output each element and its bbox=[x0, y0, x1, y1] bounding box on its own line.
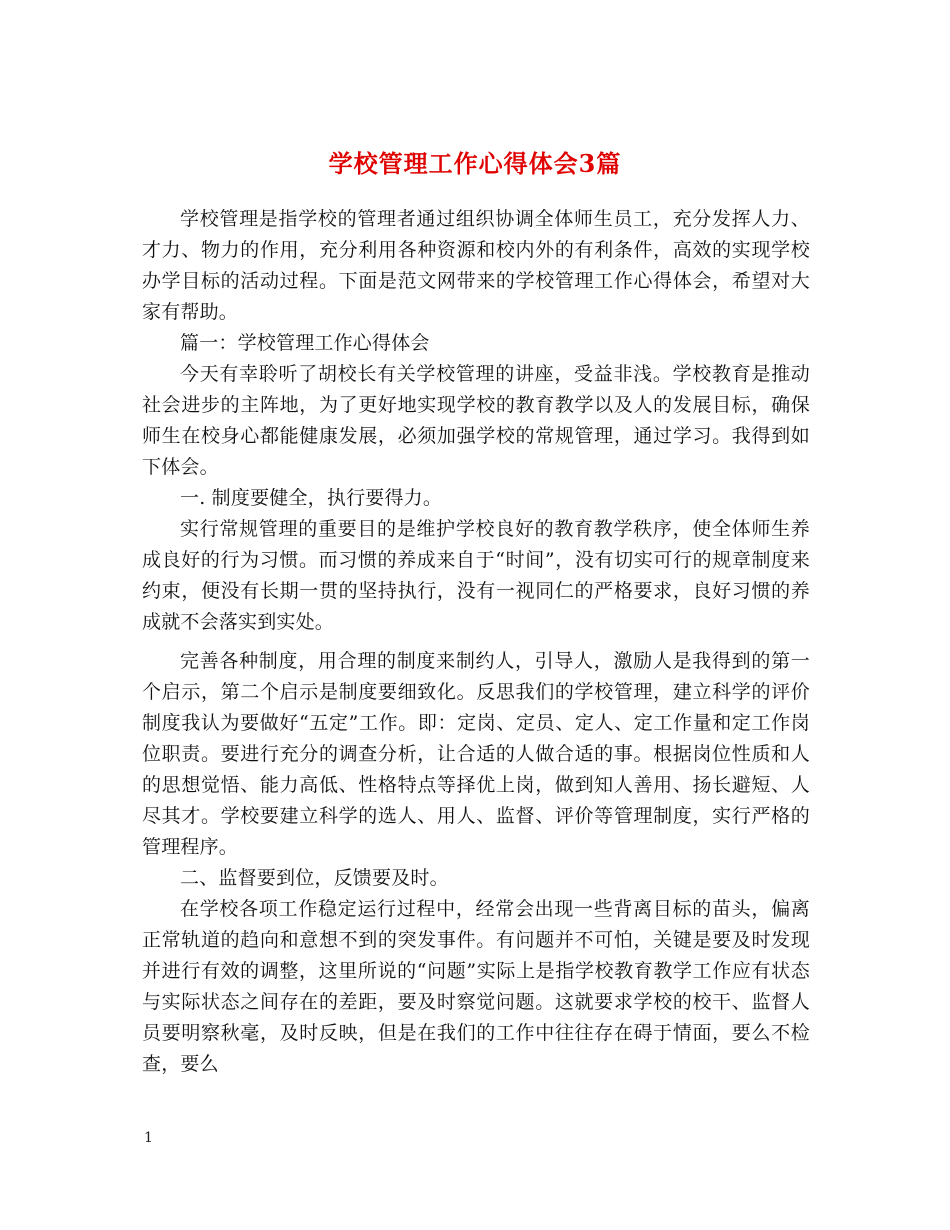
section-heading-supervision: 二、监督要到位，反馈要及时。 bbox=[180, 867, 449, 889]
body-paragraph: 完善各种制度，用合理的制度来制约人，引导人，激励人是我得到的第一个启示，第二个启示是制度要细致化。反思我们的学校管理，建立科学的评价制度我认为要做好“五定”工作。即：定岗、定员、定人、定工作量和定工作岗位职责。要进行充分的调查分析，让合适的人做合适的事。根据岗位性质和人的思想觉悟、能力高低、性格特点等择优上岗，做到知人善用、扬长避短、人尽其才。学校要建立科学的选人、用人、监督、评价等管理制度，实行严格的管理程序。 bbox=[142, 650, 810, 858]
section-heading-article-one: 篇一：学校管理工作心得体会 bbox=[180, 332, 430, 354]
document-title: 学校管理工作心得体会3篇 bbox=[328, 149, 622, 179]
body-paragraph: 在学校各项工作稳定运行过程中，经常会出现一些背离目标的苗头，偏离正常轨道的趋向和意想不到的突发事件。有问题并不可怕，关键是要及时发现并进行有效的调整，这里所说的“问题”实际上是指学校教育教学工作应有状态与实际状态之间存在的差距，要及时察觉问题。这就要求学校的校干、监督人员要明察秋毫，及时反映，但是在我们的工作中往往存在碍于情面，要么不检查，要么 bbox=[142, 898, 810, 1075]
document-body bbox=[142, 204, 810, 1080]
body-paragraph: 实行常规管理的重要目的是维护学校良好的教育教学秩序，使全体师生养成良好的行为习惯。而习惯的养成来自于“时间”，没有切实可行的规章制度来约束，便没有长期一贯的坚持执行，没有一视同仁的严格要求，良好习惯的养成就不会落实到实处。 bbox=[142, 518, 810, 633]
page-number: 1 bbox=[144, 1130, 153, 1146]
intro-paragraph: 学校管理是指学校的管理者通过组织协调全体师生员工，充分发挥人力、才力、物力的作用，充分利用各种资源和校内外的有利条件，高效的实现学校办学目标的活动过程。下面是范文网带来的学校管理工作心得体会，希望对大家有帮助。 bbox=[142, 208, 810, 323]
body-paragraph: 今天有幸聆听了胡校长有关学校管理的讲座，受益非浅。学校教育是推动社会进步的主阵地，为了更好地实现学校的教育教学以及人的发展目标，确保师生在校身心都能健康发展，必须加强学校的常规管理，通过学习。我得到如下体会。 bbox=[142, 363, 810, 478]
section-heading-system: 一. 制度要健全，执行要得力。 bbox=[180, 487, 443, 509]
